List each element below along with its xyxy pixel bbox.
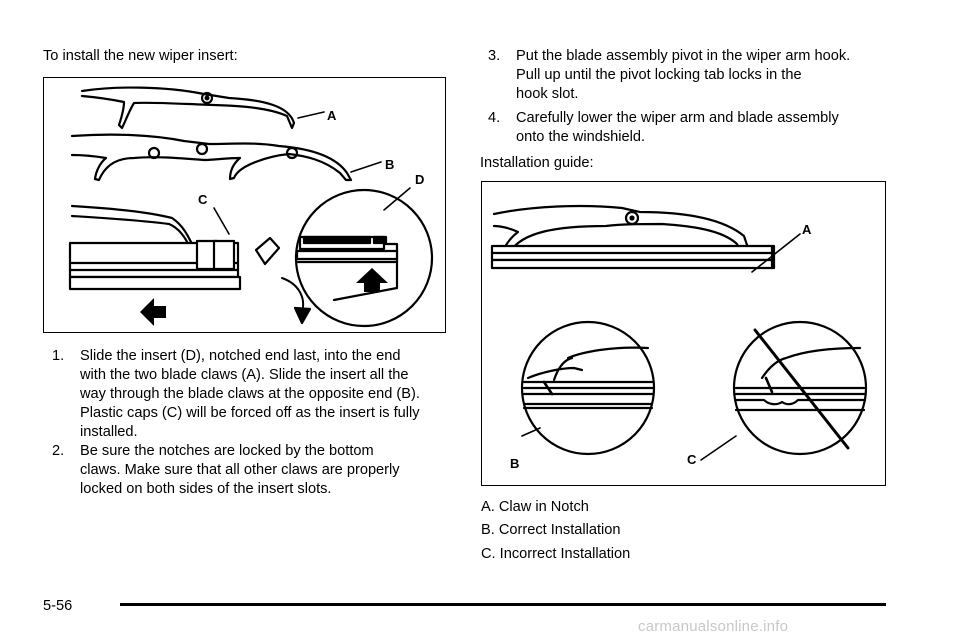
step-number: 4. [488, 110, 501, 126]
label-b: B [385, 157, 395, 172]
step-line: way through the blade claws at the opposite end (B). [80, 386, 420, 402]
figure-wiper-insert [43, 77, 446, 333]
wiper-insert-illustration [44, 78, 447, 334]
page-number: 5-56 [43, 598, 73, 614]
step-line: Be sure the notches are locked by the bottom [80, 443, 374, 459]
legend-b: B. Correct Installation [481, 522, 621, 538]
step-number: 3. [488, 48, 501, 64]
step-line: onto the windshield. [516, 129, 645, 145]
step-line: Put the blade assembly pivot in the wiper arm hook. [516, 48, 851, 64]
label-c: C [198, 192, 208, 207]
label-b: B [510, 456, 520, 471]
installation-guide-illustration [482, 182, 887, 487]
step-number: 2. [52, 443, 65, 459]
figure-installation-guide [481, 181, 886, 486]
step-line: with the two blade claws (A). Slide the insert all the [80, 367, 409, 383]
step-line: locked on both sides of the insert slots. [80, 481, 332, 497]
label-a: A [327, 108, 337, 123]
step-number: 1. [52, 348, 65, 364]
legend-c: C. Incorrect Installation [481, 546, 631, 562]
step-line: hook slot. [516, 86, 579, 102]
label-c: C [687, 452, 697, 467]
label-d: D [415, 172, 425, 187]
installation-guide-title: Installation guide: [480, 155, 594, 171]
label-a: A [802, 222, 812, 237]
legend-a: A. Claw in Notch [481, 499, 589, 515]
step-line: installed. [80, 424, 138, 440]
step-line: claws. Make sure that all other claws are properly [80, 462, 400, 478]
intro-text: To install the new wiper insert: [43, 48, 238, 64]
watermark: carmanualsonline.info [638, 618, 789, 635]
footer-rule [120, 603, 886, 606]
step-line: Slide the insert (D), notched end last, into the end [80, 348, 401, 364]
step-line: Pull up until the pivot locking tab locks in the [516, 67, 802, 83]
step-line: Plastic caps (C) will be forced off as the insert is fully [80, 405, 420, 421]
step-line: Carefully lower the wiper arm and blade assembly [516, 110, 839, 126]
